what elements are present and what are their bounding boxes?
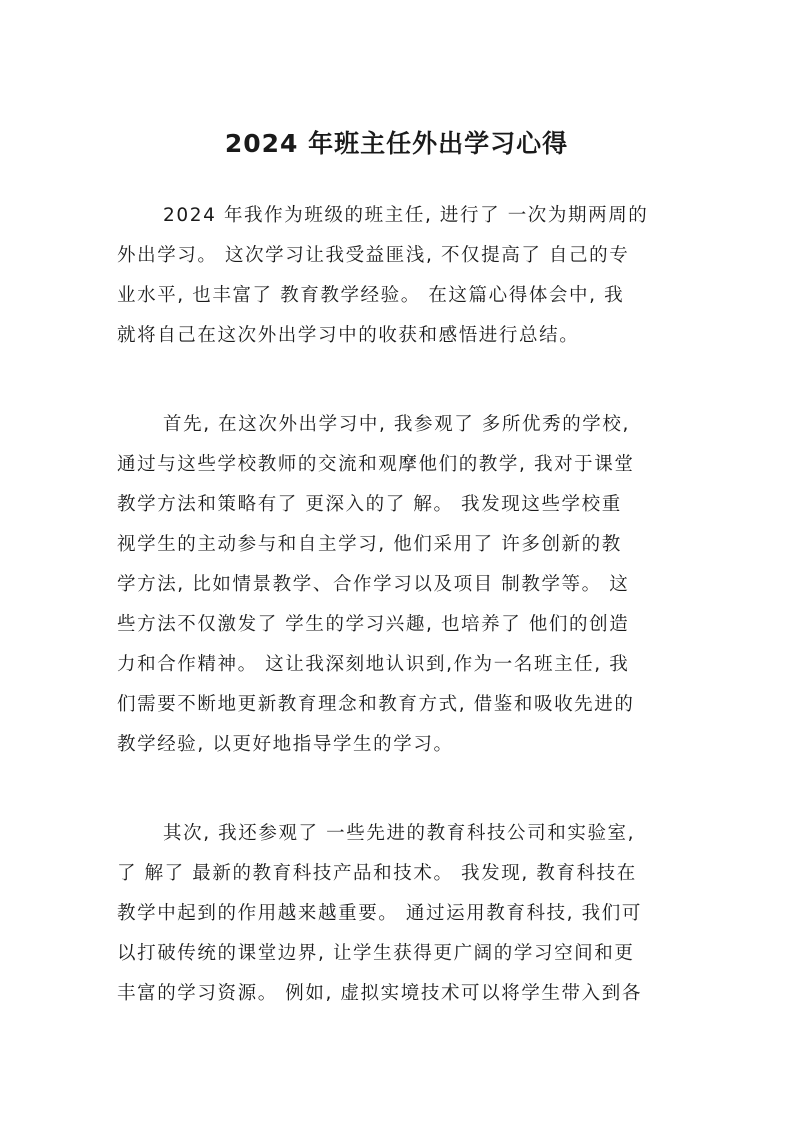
paragraph-line: 丰富的学习资源。 例如, 虚拟实境技术可以将学生带入到各 — [117, 983, 642, 1004]
paragraph-line: 其次, 我还参观了 一些先进的教育科技公司和实验室, — [163, 823, 636, 844]
paragraph-line: 些方法不仅激发了 学生的学习兴趣, 也培养了 他们的创造 — [117, 614, 630, 635]
paragraph-first — [117, 405, 677, 765]
paragraph-line: 力和合作精神。 这让我深刻地认识到,作为一名班主任, 我 — [117, 654, 630, 675]
paragraph-line: 业水平, 也丰富了 教育教学经验。 在这篇心得体会中, 我 — [117, 285, 625, 306]
paragraph-intro — [117, 196, 677, 356]
paragraph-second — [117, 814, 677, 1014]
paragraph-line: 外出学习。 这次学习让我受益匪浅, 不仅提高了 自己的专 — [117, 245, 630, 266]
paragraph-line: 视学生的主动参与和自主学习, 他们采用了 许多创新的教 — [117, 534, 622, 555]
paragraph-line: 学方法, 比如情景教学、合作学习以及项目 制教学等。 这 — [117, 574, 630, 595]
document-title: 2024 年班主任外出学习心得 — [224, 129, 569, 158]
paragraph-line: 教学方法和策略有了 更深入的了 解。 我发现这些学校重 — [117, 494, 622, 515]
paragraph-line: 们需要不断地更新教育理念和教育方式, 借鉴和吸收先进的 — [117, 694, 635, 715]
paragraph-line: 2024 年我作为班级的班主任, 进行了 一次为期两周的 — [163, 205, 649, 226]
paragraph-line: 以打破传统的课堂边界, 让学生获得更广阔的学习空间和更 — [117, 943, 635, 964]
paragraph-line: 就将自己在这次外出学习中的收获和感悟进行总结。 — [117, 325, 580, 346]
paragraph-line: 教学经验, 以更好地指导学生的学习。 — [117, 734, 454, 755]
paragraph-line: 通过与这些学校教师的交流和观摩他们的教学, 我对于课堂 — [117, 454, 635, 475]
paragraph-line: 教学中起到的作用越来越重要。 通过运用教育科技, 我们可 — [117, 903, 642, 924]
paragraph-line: 首先, 在这次外出学习中, 我参观了 多所优秀的学校, — [163, 414, 630, 435]
paragraph-line: 了 解了 最新的教育科技产品和技术。 我发现, 教育科技在 — [117, 863, 637, 884]
